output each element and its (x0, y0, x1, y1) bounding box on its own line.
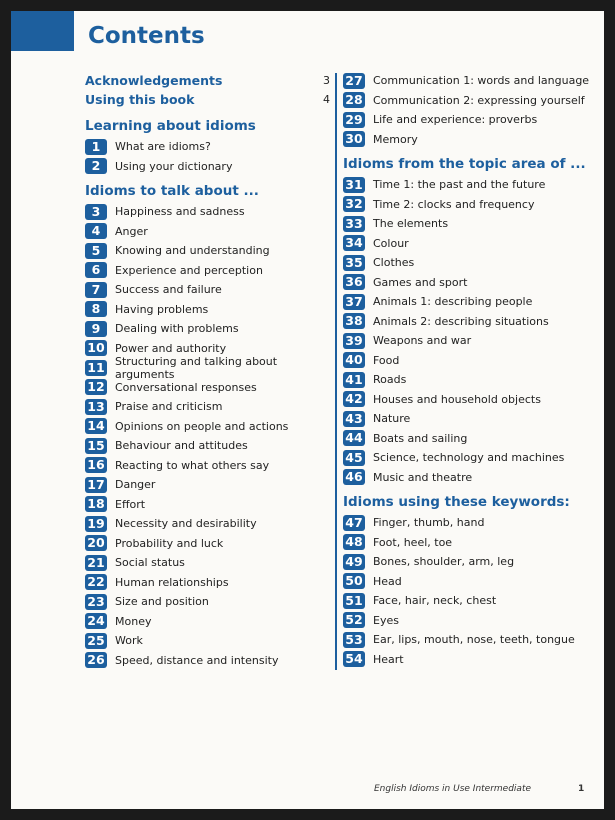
contents-entry[interactable] (85, 592, 330, 612)
left-sections (85, 115, 330, 670)
contents-entry[interactable] (343, 591, 603, 611)
unit-number-badge: 2 (85, 158, 107, 174)
contents-entry[interactable] (343, 214, 603, 234)
unit-title: Food (373, 353, 400, 367)
unit-title: Danger (115, 478, 156, 492)
unit-title: Finger, thumb, hand (373, 516, 485, 530)
section-heading: Learning about idioms (85, 118, 256, 134)
header-color-tab (11, 11, 74, 51)
unit-title: Experience and perception (115, 263, 263, 277)
contents-entry[interactable] (85, 534, 330, 554)
contents-entry[interactable] (343, 572, 603, 592)
front-matter-label: Using this book (85, 92, 195, 107)
unit-number-badge: 29 (343, 112, 365, 128)
contents-entry[interactable] (85, 137, 330, 157)
unit-title: Conversational responses (115, 380, 257, 394)
unit-title: Anger (115, 224, 148, 238)
contents-entry[interactable] (343, 611, 603, 631)
unit-title: Knowing and understanding (115, 244, 270, 258)
unit-title: Boats and sailing (373, 431, 468, 445)
unit-title: Communication 1: words and language (373, 74, 590, 88)
contents-entry[interactable] (85, 475, 330, 495)
front-matter-row[interactable] (85, 71, 330, 90)
contents-entry[interactable] (343, 552, 603, 572)
contents-entry[interactable] (85, 436, 330, 456)
unit-number-badge: 3 (85, 204, 107, 220)
unit-title: Success and failure (115, 283, 222, 297)
unit-title: Bones, shoulder, arm, leg (373, 555, 515, 569)
unit-title: Dealing with problems (115, 322, 239, 336)
contents-entry[interactable] (343, 533, 603, 553)
unit-number-badge: 30 (343, 131, 365, 147)
unit-title: Life and experience: proverbs (373, 113, 538, 127)
contents-entry[interactable] (85, 417, 330, 437)
unit-number-badge: 5 (85, 243, 107, 259)
contents-entry[interactable] (343, 130, 603, 150)
unit-title: Money (115, 614, 152, 628)
unit-number-badge: 24 (85, 613, 107, 629)
front-matter-row[interactable] (85, 90, 330, 109)
footer-book-title: English Idioms in Use Intermediate (374, 784, 532, 794)
unit-number-badge: 27 (343, 73, 365, 89)
unit-title: Praise and criticism (115, 400, 223, 414)
contents-entry[interactable] (343, 630, 603, 650)
contents-entry[interactable] (343, 351, 603, 371)
unit-title: Reacting to what others say (115, 458, 270, 472)
unit-title: Time 1: the past and the future (373, 178, 546, 192)
unit-number-badge: 23 (85, 594, 107, 610)
unit-title: Science, technology and machines (373, 451, 565, 465)
unit-number-badge: 13 (85, 399, 107, 415)
contents-entry[interactable] (85, 631, 330, 651)
unit-title: Size and position (115, 595, 209, 609)
unit-number-badge: 11 (85, 360, 107, 376)
unit-number-badge: 16 (85, 457, 107, 473)
column-divider (335, 73, 337, 670)
page-title: Contents (88, 23, 205, 49)
contents-entry[interactable] (85, 397, 330, 417)
unit-number-badge: 37 (343, 294, 365, 310)
contents-entry[interactable] (343, 331, 603, 351)
unit-title: Eyes (373, 613, 399, 627)
unit-title: What are idioms? (115, 140, 211, 154)
unit-title: Foot, heel, toe (373, 535, 453, 549)
unit-title: Necessity and desirability (115, 517, 257, 531)
unit-number-badge: 20 (85, 535, 107, 551)
unit-title: Social status (115, 556, 185, 570)
unit-number-badge: 49 (343, 554, 365, 570)
unit-number-badge: 48 (343, 534, 365, 550)
unit-title: Roads (373, 373, 407, 387)
unit-title: Ear, lips, mouth, nose, teeth, tongue (373, 633, 575, 647)
contents-entry[interactable] (85, 514, 330, 534)
unit-title: Happiness and sadness (115, 205, 245, 219)
unit-number-badge: 6 (85, 262, 107, 278)
unit-title: Colour (373, 236, 409, 250)
unit-title: The elements (373, 217, 449, 231)
unit-number-badge: 8 (85, 301, 107, 317)
unit-number-badge: 31 (343, 177, 365, 193)
contents-entry[interactable] (343, 409, 603, 429)
unit-title: Animals 1: describing people (373, 295, 533, 309)
unit-title: Memory (373, 132, 418, 146)
unit-title: Head (373, 574, 402, 588)
section-heading: Idioms from the topic area of ... (343, 156, 586, 172)
unit-number-badge: 14 (85, 418, 107, 434)
contents-entry[interactable] (85, 651, 330, 671)
contents-entry[interactable] (343, 71, 603, 91)
unit-number-badge: 45 (343, 450, 365, 466)
contents-entry[interactable] (343, 175, 603, 195)
contents-entry[interactable] (85, 300, 330, 320)
unit-title: Power and authority (115, 341, 227, 355)
contents-entry[interactable] (85, 573, 330, 593)
unit-number-badge: 33 (343, 216, 365, 232)
contents-entry[interactable] (85, 319, 330, 339)
contents-entry[interactable] (343, 513, 603, 533)
right-sections (343, 153, 603, 669)
contents-entry[interactable] (85, 202, 330, 222)
contents-entry[interactable] (343, 253, 603, 273)
front-matter-label: Acknowledgements (85, 73, 223, 88)
contents-entry[interactable] (85, 456, 330, 476)
unit-title: Animals 2: describing situations (373, 314, 549, 328)
contents-entry[interactable] (85, 553, 330, 573)
unit-number-badge: 44 (343, 430, 365, 446)
contents-entry[interactable] (343, 273, 603, 293)
unit-number-badge: 12 (85, 379, 107, 395)
contents-entry[interactable] (343, 234, 603, 254)
unit-number-badge: 32 (343, 196, 365, 212)
unit-title: Games and sport (373, 275, 468, 289)
contents-entry[interactable] (85, 280, 330, 300)
unit-number-badge: 35 (343, 255, 365, 271)
unit-title: Speed, distance and intensity (115, 653, 279, 667)
contents-entry[interactable] (85, 612, 330, 632)
unit-number-badge: 26 (85, 652, 107, 668)
contents-entry[interactable] (343, 429, 603, 449)
right-column (343, 71, 603, 669)
unit-number-badge: 25 (85, 633, 107, 649)
unit-title: Opinions on people and actions (115, 419, 289, 433)
contents-entry[interactable] (85, 495, 330, 515)
unit-number-badge: 18 (85, 496, 107, 512)
contents-entry[interactable] (85, 222, 330, 242)
footer-page-number: 1 (578, 784, 585, 794)
contents-entry[interactable] (343, 650, 603, 670)
contents-entry[interactable] (85, 354, 330, 381)
unit-number-badge: 34 (343, 235, 365, 251)
contents-entry[interactable] (343, 91, 603, 111)
unit-number-badge: 21 (85, 555, 107, 571)
contents-entry[interactable] (85, 261, 330, 281)
unit-title: Probability and luck (115, 536, 224, 550)
right-top-entries (343, 71, 603, 149)
unit-title: Time 2: clocks and frequency (373, 197, 535, 211)
unit-number-badge: 15 (85, 438, 107, 454)
unit-title: Houses and household objects (373, 392, 541, 406)
unit-number-badge: 39 (343, 333, 365, 349)
unit-title: Weapons and war (373, 334, 472, 348)
unit-number-badge: 22 (85, 574, 107, 590)
unit-number-badge: 50 (343, 573, 365, 589)
unit-title: Nature (373, 412, 411, 426)
unit-number-badge: 7 (85, 282, 107, 298)
unit-number-badge: 53 (343, 632, 365, 648)
contents-entry[interactable] (343, 390, 603, 410)
contents-entry[interactable] (343, 468, 603, 488)
unit-number-badge: 10 (85, 340, 107, 356)
unit-number-badge: 52 (343, 612, 365, 628)
unit-number-badge: 9 (85, 321, 107, 337)
contents-entry[interactable] (343, 370, 603, 390)
contents-entry[interactable] (343, 195, 603, 215)
contents-entry[interactable] (343, 448, 603, 468)
unit-number-badge: 41 (343, 372, 365, 388)
unit-title: Human relationships (115, 575, 229, 589)
unit-number-badge: 42 (343, 391, 365, 407)
contents-entry[interactable] (343, 110, 603, 130)
unit-number-badge: 47 (343, 515, 365, 531)
unit-title: Communication 2: expressing yourself (373, 93, 585, 107)
unit-number-badge: 1 (85, 139, 107, 155)
left-column (85, 71, 330, 670)
unit-title: Work (115, 634, 143, 648)
unit-number-badge: 43 (343, 411, 365, 427)
contents-entry[interactable] (85, 241, 330, 261)
unit-title: Effort (115, 497, 146, 511)
front-matter-page: 3 (323, 74, 330, 87)
unit-title: Face, hair, neck, chest (373, 594, 497, 608)
unit-number-badge: 54 (343, 651, 365, 667)
unit-title: Clothes (373, 256, 415, 270)
unit-title: Behaviour and attitudes (115, 439, 248, 453)
unit-title: Using your dictionary (115, 159, 233, 173)
unit-number-badge: 19 (85, 516, 107, 532)
section-heading: Idioms to talk about ... (85, 183, 259, 199)
front-matter-page: 4 (323, 93, 330, 106)
unit-title: Heart (373, 652, 404, 666)
unit-number-badge: 4 (85, 223, 107, 239)
unit-number-badge: 51 (343, 593, 365, 609)
unit-number-badge: 38 (343, 313, 365, 329)
unit-number-badge: 40 (343, 352, 365, 368)
unit-title: Having problems (115, 302, 209, 316)
contents-entry[interactable] (343, 312, 603, 332)
unit-number-badge: 17 (85, 477, 107, 493)
contents-entry[interactable] (85, 157, 330, 177)
unit-number-badge: 46 (343, 469, 365, 485)
unit-title: Music and theatre (373, 470, 473, 484)
unit-title: Structuring and talking about arguments (115, 354, 278, 381)
unit-number-badge: 28 (343, 92, 365, 108)
unit-number-badge: 36 (343, 274, 365, 290)
contents-page (11, 11, 604, 809)
section-heading: Idioms using these keywords: (343, 494, 570, 510)
contents-entry[interactable] (343, 292, 603, 312)
